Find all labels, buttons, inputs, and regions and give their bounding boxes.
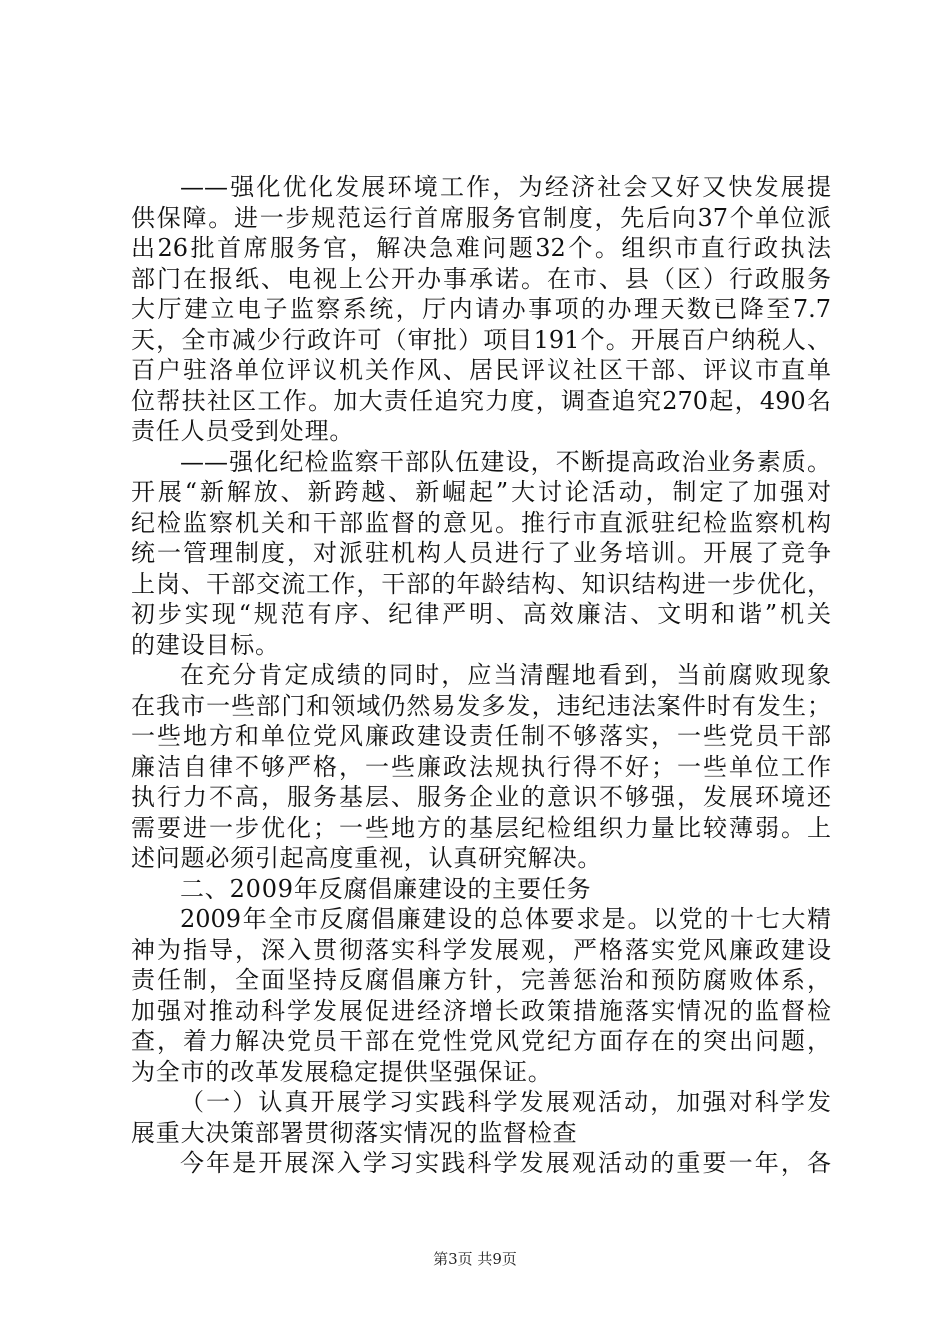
text-line: 在我市一些部门和领域仍然易发多发，违纪违法案件时有发生； [131, 691, 831, 720]
page-footer: 第3页 共9页 [433, 1250, 517, 1268]
text-line: 部门在报纸、电视上公开办事承诺。在市、县（区）行政服务 [131, 264, 831, 293]
section-heading: 二、2009年反腐倡廉建设的主要任务 [180, 874, 592, 903]
text-line: 天，全市减少行政许可（审批）项目191个。开展百户纳税人、 [131, 325, 831, 354]
text-line: 百户驻洛单位评议机关作风、居民评议社区干部、评议市直单 [131, 356, 831, 384]
text-line: 出26批首席服务官，解决急难问题32个。组织市直行政执法 [131, 234, 831, 262]
text-line: 述问题必须引起高度重视，认真研究解决。 [131, 844, 603, 872]
text-line: 在充分肯定成绩的同时，应当清醒地看到，当前腐败现象 [180, 661, 831, 689]
text-line: 位帮扶社区工作。加大责任追究力度，调查追究270起，490名 [131, 386, 831, 415]
subsection-heading: （一）认真开展学习实践科学发展观活动，加强对科学发 [180, 1088, 831, 1116]
text-line: 的建设目标。 [131, 630, 280, 659]
text-line: 执行力不高，服务基层、服务企业的意识不够强，发展环境还 [131, 783, 831, 811]
text-line: 责任制，全面坚持反腐倡廉方针，完善惩治和预防腐败体系， [131, 966, 831, 994]
body-text [131, 172, 831, 1179]
text-line: 今年是开展深入学习实践科学发展观活动的重要一年，各 [180, 1149, 831, 1177]
text-line: 开展“新解放、新跨越、新崛起”大讨论活动，制定了加强对 [131, 478, 831, 506]
text-line: 廉洁自律不够严格，一些廉政法规执行得不好；一些单位工作 [131, 752, 831, 781]
subsection-heading: 展重大决策部署贯彻落实情况的监督检查 [131, 1118, 578, 1147]
text-line: 初步实现“规范有序、纪律严明、高效廉洁、文明和谐”机关 [131, 600, 831, 628]
text-line: 责任人员受到处理。 [131, 417, 355, 445]
text-line: ——强化优化发展环境工作，为经济社会又好又快发展提 [180, 173, 831, 201]
text-line: 统一管理制度，对派驻机构人员进行了业务培训。开展了竞争 [131, 539, 831, 567]
text-line: 2009年全市反腐倡廉建设的总体要求是。以党的十七大精 [180, 905, 831, 933]
text-line: 神为指导，深入贯彻落实科学发展观，严格落实党风廉政建设 [131, 935, 831, 964]
text-line: 上岗、干部交流工作，干部的年龄结构、知识结构进一步优化， [131, 569, 831, 598]
text-line: 供保障。进一步规范运行首席服务官制度，先后向37个单位派 [131, 203, 831, 232]
text-line: 查，着力解决党员干部在党性党风党纪方面存在的突出问题， [131, 1027, 831, 1055]
text-line: ——强化纪检监察干部队伍建设，不断提高政治业务素质。 [180, 447, 831, 476]
text-line: 为全市的改革发展稳定提供坚强保证。 [131, 1057, 553, 1086]
text-line: 需要进一步优化；一些地方的基层纪检组织力量比较薄弱。上 [131, 813, 831, 842]
text-line: 纪检监察机关和干部监督的意见。推行市直派驻纪检监察机构 [131, 508, 831, 537]
text-line: 一些地方和单位党风廉政建设责任制不够落实，一些党员干部 [131, 722, 831, 750]
text-line: 大厅建立电子监察系统，厅内请办事项的办理天数已降至7.7 [131, 295, 831, 323]
text-line: 加强对推动科学发展促进经济增长政策措施落实情况的监督检 [131, 996, 831, 1025]
